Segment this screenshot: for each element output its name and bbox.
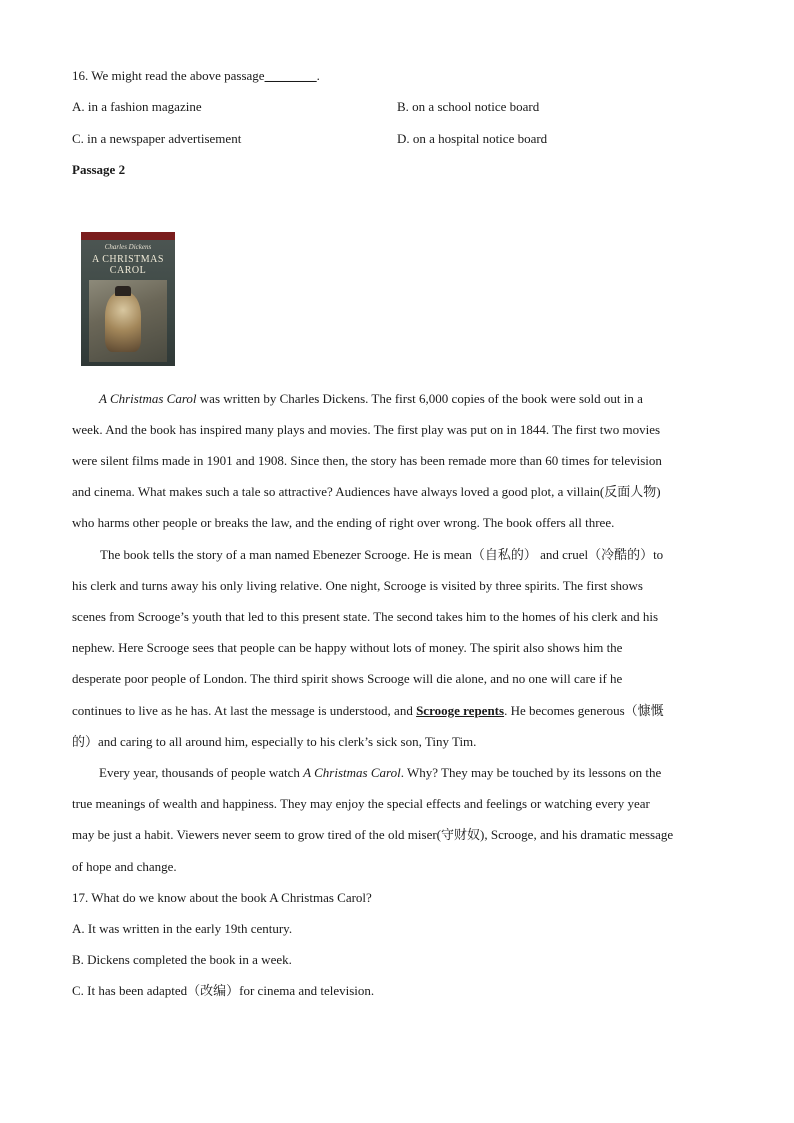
question-16-text: 16. We might read the above passage bbox=[72, 68, 265, 83]
question-17-option-a: A. It was written in the early 19th century. bbox=[72, 921, 293, 936]
paragraph-3-line-2: true meanings of wealth and happiness. They may enjoy the special effects and feelings or watching every year bbox=[72, 796, 650, 811]
paragraph-3-line-1-pre: Every year, thousands of people watch bbox=[99, 765, 304, 780]
cover-author: Charles Dickens bbox=[104, 243, 152, 251]
paragraph-2-line-6-pre: continues to live as he has. At last the message is understood, and bbox=[72, 703, 417, 718]
book-cover-image bbox=[81, 232, 175, 366]
paragraph-2-line-2: his clerk and turns away his only living relative. One night, Scrooge is visited by three spirits. The first shows bbox=[72, 578, 643, 593]
book-title-italic: A Christmas Carol bbox=[99, 391, 197, 406]
paragraph-2-line-7: 的）and caring to all around him, especially to his clerk’s sick son, Tiny Tim. bbox=[72, 734, 477, 749]
question-17-option-c: C. It has been adapted（改编）for cinema and television. bbox=[72, 983, 375, 998]
paragraph-2-line-6-post: . He becomes generous（慷慨 bbox=[504, 703, 664, 718]
question-16-blank: ________ bbox=[264, 68, 317, 83]
scrooge-repents-underlined: Scrooge repents bbox=[416, 703, 505, 718]
paragraph-1-line-4: and cinema. What makes such a tale so attractive? Audiences have always loved a good plot, a villain(反面人物) bbox=[72, 484, 661, 499]
paragraph-3-line-3: may be just a habit. Viewers never seem to grow tired of the old miser(守财奴), Scrooge, and his dramatic message bbox=[72, 827, 674, 842]
question-16-option-b: B. on a school notice board bbox=[397, 99, 540, 114]
question-16-stem bbox=[72, 68, 320, 84]
cover-figure bbox=[105, 292, 141, 352]
paragraph-1-line-2: week. And the book has inspired many plays and movies. The first play was put on in 1844. The first two movies bbox=[72, 422, 661, 437]
paragraph-3-line-4: of hope and change. bbox=[72, 859, 177, 874]
question-17-option-b: B. Dickens completed the book in a week. bbox=[72, 952, 292, 967]
question-16-option-a: A. in a fashion magazine bbox=[72, 99, 202, 114]
paragraph-1-line-5: who harms other people or breaks the law, and the ending of right over wrong. The book offers all three. bbox=[72, 515, 615, 530]
question-16-end: . bbox=[316, 68, 320, 83]
paragraph-2-line-6 bbox=[72, 703, 664, 719]
paragraph-2-line-4: nephew. Here Scrooge sees that people can be happy without lots of money. The spirit also shows him the bbox=[72, 640, 623, 655]
question-16-option-d: D. on a hospital notice board bbox=[397, 131, 548, 146]
paragraph-1-line-1-text: was written by Charles Dickens. The first 6,000 copies of the book were sold out in a bbox=[196, 391, 643, 406]
cover-title-line-2: CAROL bbox=[109, 265, 147, 276]
paragraph-2-line-3: scenes from Scrooge’s youth that led to this present state. The second takes him to the homes of his clerk and his bbox=[72, 609, 659, 624]
cover-title-line-1: A CHRISTMAS bbox=[92, 254, 164, 265]
paragraph-3-line-1-post: . Why? They may be touched by its lessons on the bbox=[400, 765, 662, 780]
paragraph-2-line-5: desperate poor people of London. The third spirit shows Scrooge will die alone, and no one will care if he bbox=[72, 671, 623, 686]
paragraph-2-line-1: The book tells the story of a man named Ebenezer Scrooge. He is mean（自私的） and cruel（冷酷的）to bbox=[100, 547, 664, 562]
question-17-stem: 17. What do we know about the book A Christmas Carol? bbox=[72, 890, 372, 905]
paragraph-1-line-3: were silent films made in 1901 and 1908. Since then, the story has been remade more than 60 times for television bbox=[72, 453, 662, 468]
cover-band bbox=[81, 232, 175, 240]
passage-heading: Passage 2 bbox=[72, 162, 126, 177]
question-16-option-c: C. in a newspaper advertisement bbox=[72, 131, 242, 146]
book-title-italic-2: A Christmas Carol bbox=[303, 765, 401, 780]
paragraph-1-line-1 bbox=[99, 391, 643, 407]
paragraph-3-line-1 bbox=[99, 765, 661, 781]
cover-figure-hat bbox=[115, 286, 131, 296]
